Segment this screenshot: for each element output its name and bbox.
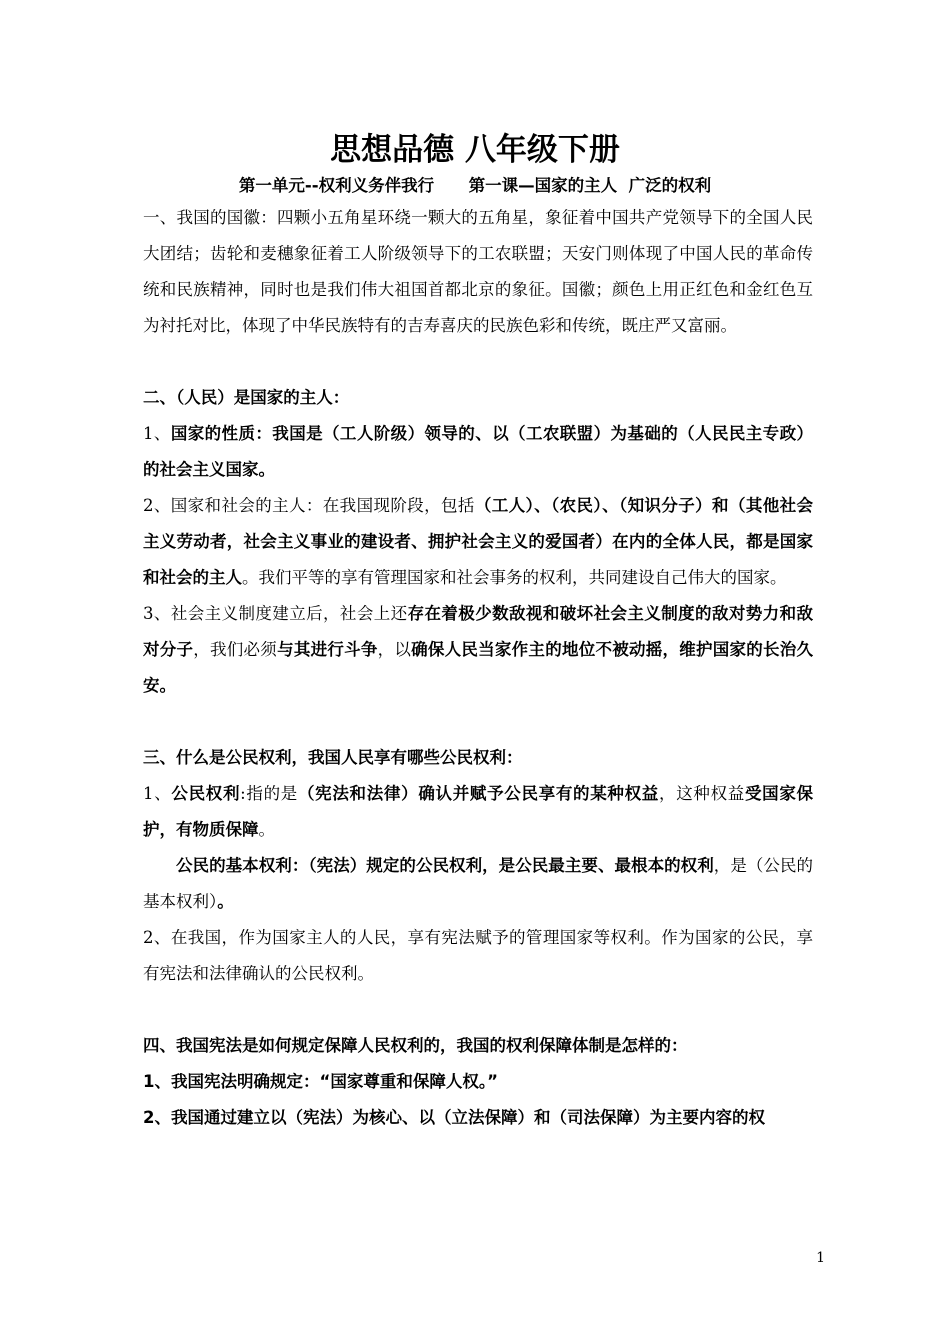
plain-text: 。我们平等的享有管理国家和社会事务的权利，共同建设自己伟大的国家。: [242, 568, 787, 587]
bold-text: 公民的基本权利：（宪法）规定的公民权利，是公民最主要、最根本的权利: [176, 856, 714, 875]
document-title: 思想品德 八年级下册: [330, 132, 620, 168]
bold-text: 确保人民当家作主的地位不被动摇，维护国家的长治久安。: [143, 640, 814, 695]
plain-text: 2、国家和社会的主人：在我国现阶段，包括: [143, 496, 475, 515]
plain-text: :指的是: [240, 784, 298, 803]
bold-text: 公民权利: [171, 784, 241, 803]
section-2-item-2: [143, 488, 813, 596]
bold-text: （工人）、（农民）、（知识分子）和（其他社会主义劳动者，社会主义事业的建设者、拥护社会主义的爱国者）在内的全体人民，都是国家和社会的主人: [143, 496, 814, 587]
section-2-item-3: [143, 596, 813, 704]
plain-text: ，是（公民的基本权利）: [143, 856, 814, 911]
section-gap: [143, 344, 813, 380]
bold-text: 国家的性质：我国是（工人阶级）领导的、以（工农联盟）为基础的（人民民主专政）的社会主义国家。: [143, 424, 814, 479]
section-4-item-2: 2、我国通过建立以（宪法）为核心、以（立法保障）和（司法保障）为主要内容的权: [143, 1108, 765, 1127]
bold-text: 。: [217, 892, 234, 911]
item-label: 1、: [143, 424, 171, 443]
plain-text: 。: [258, 820, 275, 839]
section-3-basic-rights: [143, 848, 813, 920]
section-2-item-1: [143, 416, 813, 488]
plain-text: 1、: [143, 784, 172, 803]
section-3-item-1: [143, 776, 813, 848]
bold-text: 受国家保护，有物质保障: [143, 784, 814, 839]
bold-text: 与其进行斗争: [277, 640, 378, 659]
section-4-heading: 四、我国宪法是如何规定保障人民权利的，我国的权利保障体制是怎样的：: [143, 1036, 688, 1055]
section-4-item-1: 1、我国宪法明确规定：“国家尊重和保障人权。”: [143, 1072, 498, 1091]
bold-text: （宪法和法律）确认并赋予公民享有的某种权益: [297, 784, 659, 803]
section-1-paragraph: 一、我国的国徽：四颗小五角星环绕一颗大的五角星，象征着中国共产党领导下的全国人民大团结；齿轮和麦穗象征着工人阶级领导下的工农联盟；天安门则体现了中国人民的革命传统和民族精神，同时也是我们伟大祖国首都北京的象征。国徽；颜色上用正红色和金红色互为衬托对比，体现了中华民族特有的吉寿喜庆的民族色彩和传统，既庄严又富丽。: [143, 208, 813, 335]
page-number: 1: [816, 1250, 825, 1266]
document-subtitle: 第一单元--权利义务伴我行 第一课—国家的主人 广泛的权利: [238, 176, 712, 195]
section-gap: [143, 992, 813, 1028]
section-3-heading: 三、什么是公民权利，我国人民享有哪些公民权利：: [143, 748, 523, 767]
document-body: [143, 200, 813, 1136]
plain-text: ，我们必须: [193, 640, 278, 659]
section-gap: [143, 704, 813, 740]
plain-text: ，这种权益: [659, 784, 745, 803]
bold-text: 存在着极少数敌视和破坏社会主义制度的敌对势力和敌对分子: [143, 604, 813, 659]
plain-text: 3、社会主义制度建立后，社会上还: [143, 604, 408, 623]
section-3-item-2: 2、在我国，作为国家主人的人民，享有宪法赋予的管理国家等权利。作为国家的公民，享有宪法和法律确认的公民权利。: [143, 928, 813, 983]
section-2-heading: 二、（人民）是国家的主人：: [143, 388, 350, 407]
plain-text: ，以: [377, 640, 412, 659]
